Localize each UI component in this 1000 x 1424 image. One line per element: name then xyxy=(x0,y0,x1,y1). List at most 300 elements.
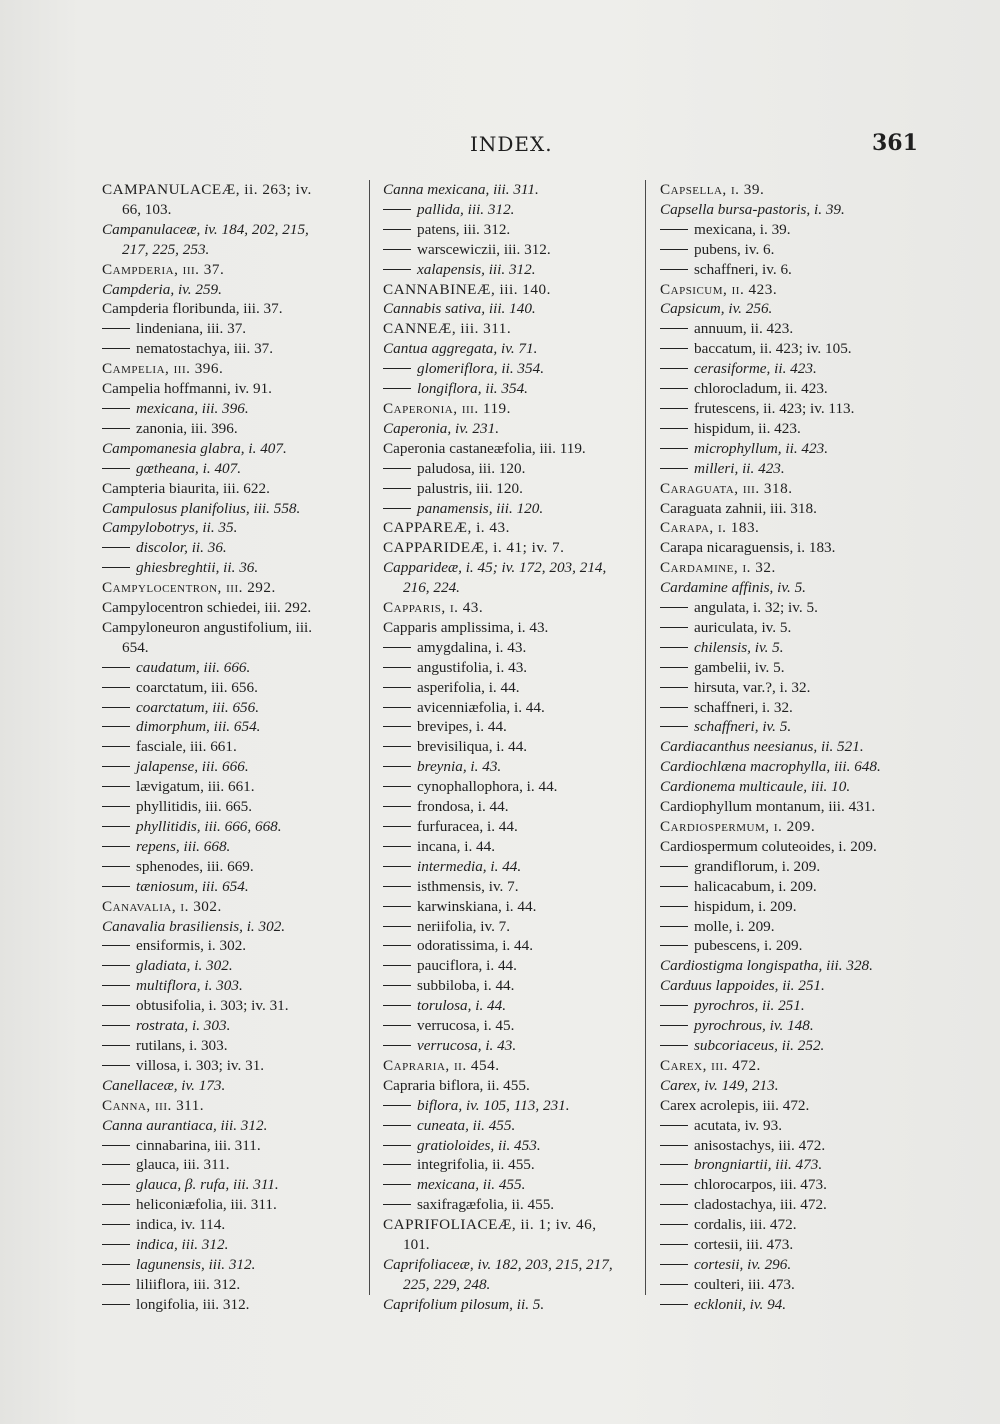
ditto-dash xyxy=(383,1145,411,1146)
index-entry-text: Campylocentron schiedei, iii. 292. xyxy=(102,599,312,617)
index-entry xyxy=(660,897,910,917)
ditto-dash xyxy=(660,269,688,270)
ditto-dash xyxy=(102,746,130,747)
index-entry xyxy=(660,618,910,638)
index-entry xyxy=(660,1076,910,1096)
index-entry-text: cerasiforme, ii. 423. xyxy=(694,360,817,378)
ditto-dash xyxy=(660,249,688,250)
index-entry-text: Campanulaceæ, iv. 184, 202, 215, xyxy=(102,220,309,238)
index-entry-text: Canavalia, i. 302. xyxy=(102,897,222,915)
index-entry-text: coarctatum, iii. 656. xyxy=(136,678,258,696)
index-entry xyxy=(383,1295,633,1315)
index-entry-text: Caprifolium pilosum, ii. 5. xyxy=(383,1295,545,1313)
index-entry xyxy=(383,260,633,280)
index-entry-text: Cardamine affinis, iv. 5. xyxy=(660,579,806,597)
index-entry-text: ghiesbreghtii, ii. 36. xyxy=(136,559,259,577)
index-entry xyxy=(660,817,910,837)
index-entry xyxy=(383,220,633,240)
index-entry-text: patens, iii. 312. xyxy=(417,220,511,238)
index-entry xyxy=(102,976,352,996)
ditto-dash xyxy=(383,806,411,807)
index-entry-text: schaffneri, iv. 5. xyxy=(694,718,792,736)
ditto-dash xyxy=(383,965,411,966)
ditto-dash xyxy=(102,965,130,966)
index-entry-text: Capraria, ii. 454. xyxy=(383,1056,500,1074)
ditto-dash xyxy=(102,945,130,946)
index-column-1 xyxy=(102,180,352,1315)
index-entry xyxy=(383,1076,633,1096)
index-entry xyxy=(383,538,633,558)
index-entry-text: zanonia, iii. 396. xyxy=(136,419,238,437)
index-entry xyxy=(660,598,910,618)
ditto-dash xyxy=(383,667,411,668)
ditto-dash xyxy=(383,1045,411,1046)
index-entry-text: hispidum, i. 209. xyxy=(694,897,797,915)
index-entry xyxy=(102,917,352,937)
index-entry xyxy=(383,817,633,837)
index-entry-text: intermedia, i. 44. xyxy=(417,857,522,875)
index-entry xyxy=(660,737,910,757)
ditto-dash xyxy=(102,567,130,568)
ditto-dash xyxy=(383,368,411,369)
index-entry-text: Campylobotrys, ii. 35. xyxy=(102,519,238,537)
ditto-dash xyxy=(102,1025,130,1026)
index-entry xyxy=(383,1175,633,1195)
index-entry xyxy=(383,897,633,917)
index-entry xyxy=(383,1136,633,1156)
index-entry-text: CANNABINEÆ, iii. 140. xyxy=(383,280,551,298)
index-entry xyxy=(102,1215,352,1235)
index-entry-text: auriculata, iv. 5. xyxy=(694,618,792,636)
index-entry-text: cynophallophora, i. 44. xyxy=(417,778,558,796)
index-entry-text: Cardamine, i. 32. xyxy=(660,559,776,577)
index-entry-text: Caraguata, iii. 318. xyxy=(660,479,793,497)
index-entry-text: chlorocarpos, iii. 473. xyxy=(694,1176,827,1194)
index-entry xyxy=(660,280,910,300)
ditto-dash xyxy=(383,866,411,867)
index-entry xyxy=(102,936,352,956)
index-entry-text: cinnabarina, iii. 311. xyxy=(136,1136,261,1154)
index-entry xyxy=(383,499,633,519)
index-entry-text: cortesii, iii. 473. xyxy=(694,1236,794,1254)
column-divider xyxy=(645,180,646,1295)
index-entry xyxy=(383,1155,633,1175)
ditto-dash xyxy=(102,468,130,469)
index-entry xyxy=(660,518,910,538)
index-entry xyxy=(660,797,910,817)
index-entry xyxy=(660,499,910,519)
index-entry-text: Canna aurantiaca, iii. 312. xyxy=(102,1116,268,1134)
index-entry-text: Carex acrolepis, iii. 472. xyxy=(660,1096,810,1114)
index-entry xyxy=(102,459,352,479)
ditto-dash xyxy=(102,328,130,329)
index-entry-text: pallida, iii. 312. xyxy=(417,200,515,218)
index-entry xyxy=(383,698,633,718)
ditto-dash xyxy=(102,707,130,708)
index-entry xyxy=(660,1295,910,1315)
index-entry xyxy=(660,578,910,598)
index-entry xyxy=(383,319,633,339)
index-entry-text: Carex, iii. 472. xyxy=(660,1056,761,1074)
index-entry xyxy=(102,1116,352,1136)
index-entry-text: brevipes, i. 44. xyxy=(417,718,507,736)
ditto-dash xyxy=(102,1224,130,1225)
index-entry-text: angustifolia, i. 43. xyxy=(417,658,528,676)
index-entry-text: villosa, i. 303; iv. 31. xyxy=(136,1056,265,1074)
index-entry-text: Campelia, iii. 396. xyxy=(102,360,224,378)
index-entry xyxy=(660,1136,910,1156)
index-entry xyxy=(383,1116,633,1136)
index-entry-text: gladiata, i. 302. xyxy=(136,957,233,975)
column-divider xyxy=(369,180,370,1295)
ditto-dash xyxy=(660,726,688,727)
ditto-dash xyxy=(102,667,130,668)
ditto-dash xyxy=(660,1284,688,1285)
index-entry xyxy=(102,996,352,1016)
index-entry xyxy=(102,299,352,319)
ditto-dash xyxy=(660,1204,688,1205)
index-entry xyxy=(383,399,633,419)
ditto-dash xyxy=(383,388,411,389)
index-entry-text: brongniartii, iii. 473. xyxy=(694,1156,823,1174)
index-entry-text: torulosa, i. 44. xyxy=(417,997,507,1015)
index-entry xyxy=(383,1036,633,1056)
ditto-dash xyxy=(383,985,411,986)
ditto-dash xyxy=(102,1204,130,1205)
index-entry-text: mexicana, i. 39. xyxy=(694,220,791,238)
index-entry-text: Campderia, iii. 37. xyxy=(102,260,225,278)
index-entry-text: Capraria biflora, ii. 455. xyxy=(383,1076,530,1094)
index-entry xyxy=(383,1056,633,1076)
index-entry-text: Carapa nicaraguensis, i. 183. xyxy=(660,539,836,557)
index-entry-text: Campyloneuron angustifolium, iii. xyxy=(102,618,313,636)
index-entry xyxy=(660,479,910,499)
index-entry xyxy=(383,956,633,976)
index-entry-text: Caperonia, iv. 231. xyxy=(383,419,500,437)
index-entry-text: CAPPARIDEÆ, i. 41; iv. 7. xyxy=(383,539,565,557)
index-entry-text: pubescens, i. 209. xyxy=(694,937,803,955)
index-entry-text: isthmensis, iv. 7. xyxy=(417,877,519,895)
index-entry-text: Campomanesia glabra, i. 407. xyxy=(102,439,287,457)
ditto-dash xyxy=(660,229,688,230)
index-entry-text: microphyllum, ii. 423. xyxy=(694,439,829,457)
index-entry-text: schaffneri, iv. 6. xyxy=(694,260,792,278)
index-entry xyxy=(102,1136,352,1156)
index-entry xyxy=(383,379,633,399)
index-entry xyxy=(383,439,633,459)
index-entry-text: tæniosum, iii. 654. xyxy=(136,877,249,895)
page-number: 361 xyxy=(872,130,918,156)
ditto-dash xyxy=(660,348,688,349)
index-entry-text: Cardiospermum coluteoides, i. 209. xyxy=(660,837,877,855)
index-entry xyxy=(660,678,910,698)
index-entry-text: longifolia, iii. 312. xyxy=(136,1295,250,1313)
index-entry xyxy=(660,1235,910,1255)
ditto-dash xyxy=(383,468,411,469)
ditto-dash xyxy=(383,945,411,946)
index-entry xyxy=(102,1056,352,1076)
index-entry xyxy=(102,439,352,459)
ditto-dash xyxy=(660,945,688,946)
index-entry xyxy=(383,837,633,857)
index-entry xyxy=(660,538,910,558)
index-entry xyxy=(102,339,352,359)
index-entry xyxy=(383,1215,633,1255)
index-entry-text: CANNEÆ, iii. 311. xyxy=(383,320,512,338)
ditto-dash xyxy=(383,1025,411,1026)
index-entry xyxy=(102,757,352,777)
index-entry xyxy=(383,200,633,220)
ditto-dash xyxy=(660,1244,688,1245)
index-entry-text: Cardiophyllum montanum, iii. 431. xyxy=(660,798,876,816)
index-entry xyxy=(383,777,633,797)
index-entry-text: cordalis, iii. 472. xyxy=(694,1216,797,1234)
ditto-dash xyxy=(660,368,688,369)
ditto-dash xyxy=(383,707,411,708)
ditto-dash xyxy=(102,1045,130,1046)
index-entry-text: liliiflora, iii. 312. xyxy=(136,1275,241,1293)
index-entry-text: pauciflora, i. 44. xyxy=(417,957,517,975)
ditto-dash xyxy=(660,328,688,329)
index-entry xyxy=(660,1096,910,1116)
index-entry-text: grandiflorum, i. 209. xyxy=(694,857,821,875)
index-entry-text: Campteria biaurita, iii. 622. xyxy=(102,479,270,497)
index-entry-text: frondosa, i. 44. xyxy=(417,798,509,816)
index-entry xyxy=(660,638,910,658)
index-entry-text: Capparideæ, i. 45; iv. 172, 203, 214, xyxy=(383,559,607,577)
index-entry xyxy=(102,737,352,757)
index-entry xyxy=(383,797,633,817)
index-entry-text: fasciale, iii. 661. xyxy=(136,738,237,756)
index-entry-text: mexicana, iii. 396. xyxy=(136,399,249,417)
index-entry-text: pyrochrous, iv. 148. xyxy=(694,1017,814,1035)
ditto-dash xyxy=(383,488,411,489)
ditto-dash xyxy=(102,806,130,807)
index-entry-text: CAPPAREÆ, i. 43. xyxy=(383,519,510,537)
index-entry xyxy=(383,936,633,956)
index-entry xyxy=(660,260,910,280)
index-entry-text: molle, i. 209. xyxy=(694,917,775,935)
index-entry-text: schaffneri, i. 32. xyxy=(694,698,793,716)
index-entry-text: Carapa, i. 183. xyxy=(660,519,760,537)
index-entry-text: pubens, iv. 6. xyxy=(694,240,775,258)
index-entry-text: Cantua aggregata, iv. 71. xyxy=(383,340,538,358)
index-entry xyxy=(383,658,633,678)
ditto-dash xyxy=(102,1005,130,1006)
index-entry-text: CAMPANULACEÆ, ii. 263; iv. xyxy=(102,181,312,198)
index-entry-text: Campderia floribunda, iii. 37. xyxy=(102,300,283,318)
index-entry xyxy=(102,578,352,598)
index-entry xyxy=(102,499,352,519)
index-entry xyxy=(383,976,633,996)
index-entry xyxy=(383,459,633,479)
index-entry xyxy=(102,1195,352,1215)
index-entry xyxy=(383,638,633,658)
ditto-dash xyxy=(383,647,411,648)
index-entry-text: Campelia hoffmanni, iv. 91. xyxy=(102,380,272,398)
index-entry-text: glauca, iii. 311. xyxy=(136,1156,230,1174)
index-entry xyxy=(102,399,352,419)
index-entry xyxy=(102,678,352,698)
ditto-dash xyxy=(660,886,688,887)
index-entry xyxy=(660,319,910,339)
index-entry-text: lævigatum, iii. 661. xyxy=(136,778,255,796)
ditto-dash xyxy=(102,1145,130,1146)
ditto-dash xyxy=(660,1025,688,1026)
index-entry xyxy=(660,917,910,937)
index-entry-text: Capparis, i. 43. xyxy=(383,599,484,617)
index-entry-text: verrucosa, i. 45. xyxy=(417,1017,515,1035)
index-entry-text: avicenniæfolia, i. 44. xyxy=(417,698,545,716)
index-entry-text: neriifolia, iv. 7. xyxy=(417,917,511,935)
index-entry-continuation: 216, 224. xyxy=(403,579,460,597)
index-entry-text: glomeriflora, ii. 354. xyxy=(417,360,544,378)
index-entry-text: amygdalina, i. 43. xyxy=(417,638,527,656)
ditto-dash xyxy=(660,428,688,429)
ditto-dash xyxy=(383,508,411,509)
index-entry xyxy=(102,1175,352,1195)
index-entry-text: panamensis, iii. 120. xyxy=(417,499,544,517)
index-entry xyxy=(102,260,352,280)
index-entry-text: subcoriaceus, ii. 252. xyxy=(694,1036,825,1054)
index-entry-text: Capsicum, iv. 256. xyxy=(660,300,773,318)
index-entry xyxy=(102,558,352,578)
index-entry-text: lindeniana, iii. 37. xyxy=(136,320,247,338)
index-entry-text: Canna mexicana, iii. 311. xyxy=(383,181,539,198)
index-entry-text: jalapense, iii. 666. xyxy=(136,758,249,776)
index-entry xyxy=(383,1195,633,1215)
index-entry-text: gambelii, iv. 5. xyxy=(694,658,785,676)
index-entry xyxy=(383,757,633,777)
index-entry-text: hispidum, ii. 423. xyxy=(694,419,801,437)
ditto-dash xyxy=(383,826,411,827)
index-entry xyxy=(660,1155,910,1175)
index-entry xyxy=(383,598,633,618)
index-entry xyxy=(102,1155,352,1175)
ditto-dash xyxy=(102,846,130,847)
index-entry xyxy=(383,678,633,698)
index-entry xyxy=(660,837,910,857)
index-entry-text: dimorphum, iii. 654. xyxy=(136,718,261,736)
index-entry-text: furfuracea, i. 44. xyxy=(417,818,518,835)
ditto-dash xyxy=(102,1164,130,1165)
index-entry-text: gœtheana, i. 407. xyxy=(136,459,242,477)
ditto-dash xyxy=(102,886,130,887)
index-entry-text: Caperonia, iii. 119. xyxy=(383,399,511,417)
index-entry-continuation: 101. xyxy=(403,1236,430,1254)
index-entry-text: Capsicum, ii. 423. xyxy=(660,280,778,298)
index-entry-text: Capparis amplissima, i. 43. xyxy=(383,618,549,636)
index-entry-text: Campylocentron, iii. 292. xyxy=(102,579,276,597)
index-column-2 xyxy=(383,180,633,1315)
ditto-dash xyxy=(660,448,688,449)
ditto-dash xyxy=(660,667,688,668)
ditto-dash xyxy=(383,1005,411,1006)
ditto-dash xyxy=(383,786,411,787)
index-entry xyxy=(660,379,910,399)
index-entry xyxy=(102,518,352,538)
index-entry xyxy=(660,1195,910,1215)
index-entry-text: brevisiliqua, i. 44. xyxy=(417,738,528,756)
ditto-dash xyxy=(383,269,411,270)
ditto-dash xyxy=(102,826,130,827)
index-entry xyxy=(660,459,910,479)
index-entry xyxy=(102,1096,352,1116)
ditto-dash xyxy=(383,687,411,688)
ditto-dash xyxy=(102,687,130,688)
index-entry xyxy=(102,857,352,877)
index-entry xyxy=(660,1275,910,1295)
index-entry-text: biflora, iv. 105, 113, 231. xyxy=(417,1096,570,1114)
index-column-3 xyxy=(660,180,910,1315)
ditto-dash xyxy=(383,1105,411,1106)
index-entry xyxy=(383,240,633,260)
index-entry xyxy=(660,299,910,319)
index-entry xyxy=(383,618,633,638)
index-entry xyxy=(102,379,352,399)
index-entry-text: hirsuta, var.?, i. 32. xyxy=(694,678,811,696)
index-entry-text: palustris, iii. 120. xyxy=(417,479,523,497)
index-entry-text: Caraguata zahnii, iii. 318. xyxy=(660,499,817,517)
index-entry xyxy=(102,777,352,797)
index-entry-text: karwinskiana, i. 44. xyxy=(417,897,537,915)
ditto-dash xyxy=(383,846,411,847)
index-entry xyxy=(660,877,910,897)
ditto-dash xyxy=(660,408,688,409)
index-entry xyxy=(383,299,633,319)
index-entry xyxy=(383,339,633,359)
index-entry xyxy=(660,359,910,379)
ditto-dash xyxy=(102,1184,130,1185)
ditto-dash xyxy=(660,926,688,927)
index-entry-text: asperifolia, i. 44. xyxy=(417,678,520,696)
ditto-dash xyxy=(660,1184,688,1185)
index-entry-text: annuum, ii. 423. xyxy=(694,320,794,338)
index-entry xyxy=(102,1275,352,1295)
ditto-dash xyxy=(660,1224,688,1225)
index-entry xyxy=(383,518,633,538)
index-entry-text: acutata, iv. 93. xyxy=(694,1116,782,1134)
index-entry xyxy=(383,479,633,499)
index-entry xyxy=(102,359,352,379)
ditto-dash xyxy=(102,1304,130,1305)
index-entry-text: Campderia, iv. 259. xyxy=(102,280,222,298)
index-entry xyxy=(383,1016,633,1036)
index-entry xyxy=(660,339,910,359)
index-entry xyxy=(383,359,633,379)
index-entry xyxy=(660,717,910,737)
index-entry-text: gratioloides, ii. 453. xyxy=(417,1136,541,1154)
ditto-dash xyxy=(660,388,688,389)
index-entry-text: cortesii, iv. 296. xyxy=(694,1255,792,1273)
index-entry xyxy=(102,717,352,737)
ditto-dash xyxy=(102,1244,130,1245)
index-entry xyxy=(102,479,352,499)
index-entry xyxy=(102,897,352,917)
index-entry-text: xalapensis, iii. 312. xyxy=(417,260,536,278)
index-entry xyxy=(660,658,910,678)
index-entry xyxy=(383,996,633,1016)
ditto-dash xyxy=(660,1125,688,1126)
ditto-dash xyxy=(102,1284,130,1285)
index-entry-text: saxifragæfolia, ii. 455. xyxy=(417,1196,555,1214)
index-entry-text: phyllitidis, iii. 665. xyxy=(136,798,253,816)
index-entry xyxy=(102,319,352,339)
ditto-dash xyxy=(383,249,411,250)
index-entry xyxy=(102,618,352,658)
index-entry xyxy=(102,280,352,300)
index-entry xyxy=(660,399,910,419)
